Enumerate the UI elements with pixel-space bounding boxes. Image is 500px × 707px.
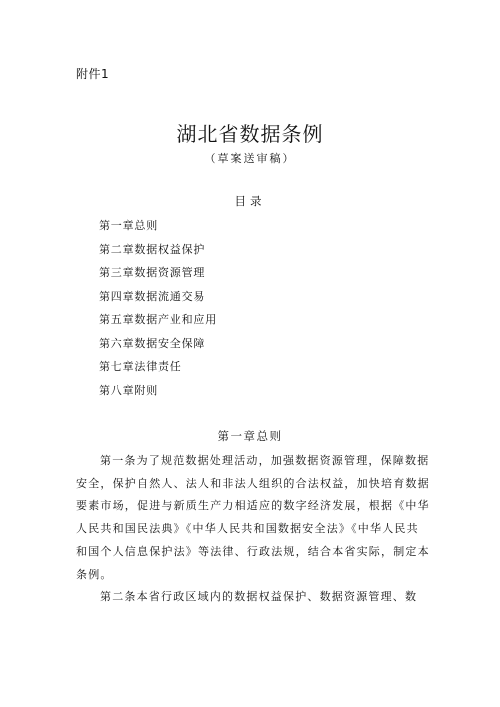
article-paragraph: 第一条为了规范数据处理活动，加强数据资源管理，保障数据安全，保护自然人、法人和非法人组织的合法权益，加快培育数据要素市场，促进与新质生产力相适应的数字经济发展，根据《中华人民共和国民法典》《中华人民共和国数据安全法》《中华人民共和国个人信息保护法》等法律、行政法规，结合本省实际，制定本条例。 [76,454,430,581]
attachment-label: 附件1 [76,67,110,81]
table-of-contents [99,214,217,402]
toc-item: 第三章数据资源管理 [99,266,206,279]
article-paragraph: 第二条本省行政区域内的数据权益保护、数据资源管理、数 [100,590,418,604]
chapter-heading: 第一章总则 [217,429,283,443]
toc-heading: 目录 [234,194,266,208]
toc-item: 第一章总则 [99,219,158,232]
toc-item: 第六章数据安全保障 [99,336,206,350]
document-title: 湖北省数据条例 [176,122,324,146]
document-subtitle: （草案送审稿） [204,152,296,165]
toc-item: 第二章数据权益保护 [99,242,206,256]
toc-item: 第五章数据产业和应用 [99,313,217,326]
toc-item: 第八章附则 [99,383,158,397]
toc-item: 第四章数据流通交易 [99,289,206,303]
toc-item: 第七章法律责任 [99,360,182,373]
chapter-body [76,450,430,609]
